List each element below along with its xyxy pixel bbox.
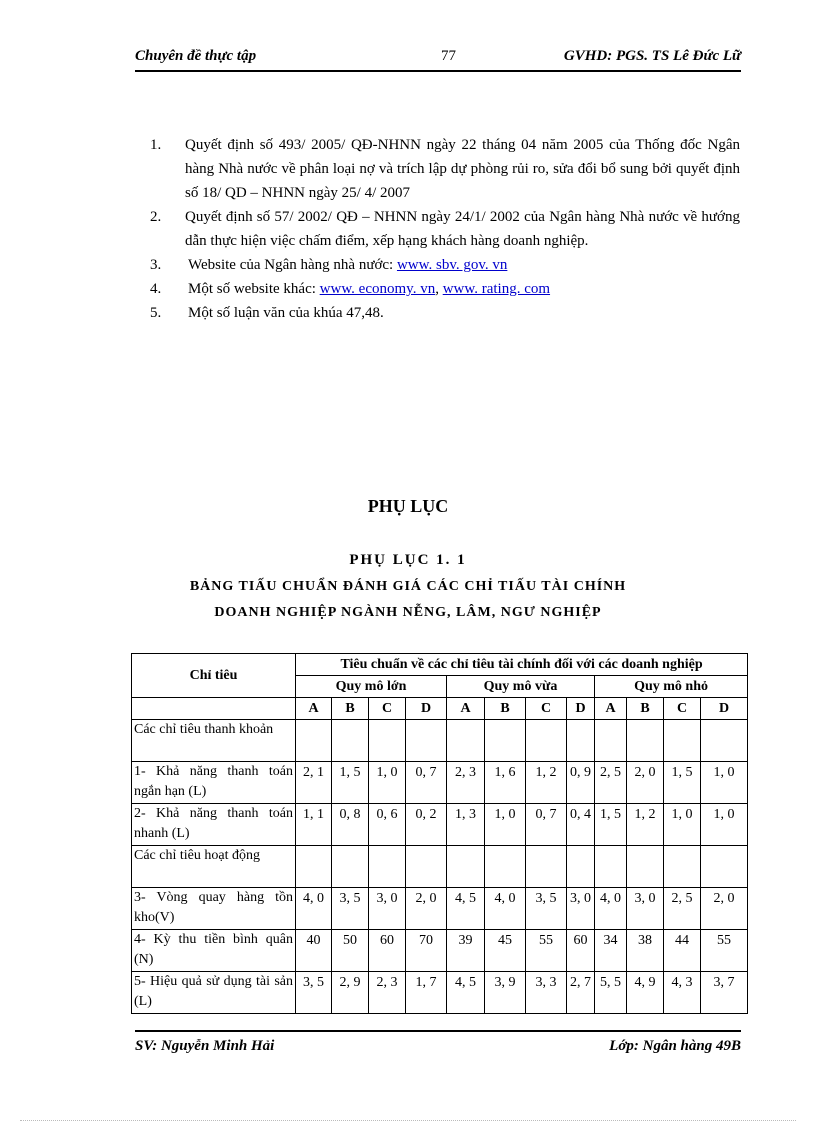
grade-letter-header: B bbox=[332, 698, 369, 720]
criteria-value-cell: 39 bbox=[447, 930, 485, 972]
criteria-value-cell: 1, 3 bbox=[447, 804, 485, 846]
criteria-value-cell bbox=[332, 846, 369, 888]
reference-number: 5. bbox=[150, 305, 162, 321]
scale-medium-header: Quy mô vừa bbox=[447, 676, 595, 698]
scale-small-header: Quy mô nhỏ bbox=[595, 676, 748, 698]
criteria-value-cell: 0, 7 bbox=[526, 804, 567, 846]
criteria-value-cell: 1, 0 bbox=[485, 804, 526, 846]
grade-letter-header: D bbox=[406, 698, 447, 720]
reference-text: Một số website khác: bbox=[188, 281, 320, 297]
footer-student: SV: Nguyễn Minh Hải bbox=[135, 1038, 275, 1054]
criteria-value-cell: 3, 5 bbox=[332, 888, 369, 930]
grade-letter-header: A bbox=[595, 698, 627, 720]
indicator-label: 5- Hiệu quả sử dụng tài sản (L) bbox=[132, 972, 296, 1014]
criteria-value-cell: 2, 9 bbox=[332, 972, 369, 1014]
criteria-value-cell: 1, 0 bbox=[664, 804, 701, 846]
reference-item bbox=[150, 277, 740, 301]
footer-class: Lớp: Ngân hàng 49B bbox=[609, 1038, 741, 1054]
grade-letter-header: D bbox=[567, 698, 595, 720]
rating-link[interactable]: www. rating. com bbox=[442, 281, 551, 297]
criteria-value-cell: 1, 0 bbox=[701, 762, 748, 804]
grade-letter-header: B bbox=[627, 698, 664, 720]
link-separator: , bbox=[435, 281, 443, 297]
criteria-value-cell bbox=[485, 846, 526, 888]
criteria-value-cell: 4, 0 bbox=[296, 888, 332, 930]
indicator-label: 3- Vòng quay hàng tồn kho(V) bbox=[132, 888, 296, 930]
sbv-link[interactable]: www. sbv. gov. vn bbox=[396, 257, 508, 273]
appendix-title: PHỤ LỤC bbox=[367, 496, 449, 516]
criteria-value-cell bbox=[369, 846, 406, 888]
reference-item bbox=[150, 253, 740, 277]
indicator-label: Các chỉ tiêu hoạt động bbox=[132, 846, 296, 888]
criteria-value-cell: 2, 1 bbox=[296, 762, 332, 804]
criteria-value-cell: 5, 5 bbox=[595, 972, 627, 1014]
indicator-label: 4- Kỳ thu tiền bình quân (N) bbox=[132, 930, 296, 972]
criteria-value-cell: 3, 0 bbox=[369, 888, 406, 930]
criteria-value-cell: 2, 0 bbox=[701, 888, 748, 930]
criteria-value-cell: 70 bbox=[406, 930, 447, 972]
criteria-value-cell: 0, 9 bbox=[567, 762, 595, 804]
criteria-value-cell: 38 bbox=[627, 930, 664, 972]
criteria-value-cell: 0, 2 bbox=[406, 804, 447, 846]
criteria-value-cell: 40 bbox=[296, 930, 332, 972]
grade-letter-header: C bbox=[369, 698, 406, 720]
criteria-value-cell: 2, 3 bbox=[447, 762, 485, 804]
criteria-value-cell: 4, 0 bbox=[485, 888, 526, 930]
criteria-value-cell: 0, 6 bbox=[369, 804, 406, 846]
criteria-value-cell bbox=[406, 720, 447, 762]
criteria-value-cell: 1, 2 bbox=[627, 804, 664, 846]
criteria-value-cell bbox=[627, 720, 664, 762]
criteria-value-cell: 2, 5 bbox=[664, 888, 701, 930]
table-row bbox=[132, 762, 748, 804]
criteria-value-cell bbox=[406, 846, 447, 888]
criteria-value-cell bbox=[485, 720, 526, 762]
criteria-value-cell: 4, 3 bbox=[664, 972, 701, 1014]
criteria-value-cell: 4, 5 bbox=[447, 888, 485, 930]
criteria-value-cell bbox=[526, 846, 567, 888]
indicator-label: 2- Khả năng thanh toán nhanh (L) bbox=[132, 804, 296, 846]
criteria-value-cell: 1, 6 bbox=[485, 762, 526, 804]
criteria-value-cell bbox=[567, 720, 595, 762]
table-row bbox=[132, 888, 748, 930]
table-row bbox=[132, 804, 748, 846]
criteria-group-header: Tiêu chuẩn về các chỉ tiêu tài chính đối với các doanh nghiệp bbox=[296, 654, 748, 676]
criteria-value-cell: 60 bbox=[567, 930, 595, 972]
table-row bbox=[132, 930, 748, 972]
indicator-header: Chỉ tiêu bbox=[132, 654, 296, 698]
criteria-value-cell: 0, 7 bbox=[406, 762, 447, 804]
page-footer bbox=[135, 1030, 741, 1062]
reference-text: Website của Ngân hàng nhà nước: bbox=[188, 257, 397, 273]
grade-letter-header: A bbox=[447, 698, 485, 720]
criteria-value-cell: 1, 5 bbox=[664, 762, 701, 804]
appendix-subtitle: PHỤ LỤC 1. 1 bbox=[349, 552, 467, 568]
table-row bbox=[132, 720, 748, 762]
criteria-value-cell: 2, 3 bbox=[369, 972, 406, 1014]
page-bottom-rule bbox=[20, 1120, 796, 1121]
criteria-value-cell bbox=[296, 720, 332, 762]
reference-number: 2. bbox=[150, 209, 162, 225]
table-title-line-2: DOANH NGHIỆP NGÀNH NỄNG, LÂM, NGƯ NGHIỆP bbox=[214, 605, 602, 620]
criteria-value-cell bbox=[664, 720, 701, 762]
reference-text: Một số luận văn của khúa 47,48. bbox=[188, 305, 384, 321]
header-right: GVHD: PGS. TS Lê Đức Lữ bbox=[563, 48, 741, 64]
criteria-table bbox=[131, 653, 748, 1014]
criteria-value-cell: 1, 5 bbox=[332, 762, 369, 804]
criteria-value-cell: 1, 7 bbox=[406, 972, 447, 1014]
economy-link[interactable]: www. economy. vn bbox=[319, 281, 436, 297]
table-row bbox=[132, 972, 748, 1014]
grade-letter-header: B bbox=[485, 698, 526, 720]
reference-number: 4. bbox=[150, 281, 162, 297]
reference-number: 3. bbox=[150, 257, 162, 273]
reference-item bbox=[150, 301, 740, 325]
criteria-value-cell: 3, 9 bbox=[485, 972, 526, 1014]
criteria-value-cell: 34 bbox=[595, 930, 627, 972]
criteria-value-cell: 3, 7 bbox=[701, 972, 748, 1014]
criteria-value-cell: 3, 0 bbox=[567, 888, 595, 930]
page-header bbox=[135, 46, 741, 72]
criteria-value-cell: 1, 5 bbox=[595, 804, 627, 846]
scale-large-header: Quy mô lớn bbox=[296, 676, 447, 698]
criteria-value-cell bbox=[595, 720, 627, 762]
criteria-value-cell: 44 bbox=[664, 930, 701, 972]
criteria-value-cell bbox=[595, 846, 627, 888]
criteria-value-cell: 60 bbox=[369, 930, 406, 972]
criteria-value-cell: 3, 0 bbox=[627, 888, 664, 930]
criteria-value-cell bbox=[447, 720, 485, 762]
criteria-value-cell bbox=[296, 846, 332, 888]
criteria-value-cell: 3, 5 bbox=[526, 888, 567, 930]
criteria-value-cell: 2, 5 bbox=[595, 762, 627, 804]
indicator-label: Các chỉ tiêu thanh khoản bbox=[132, 720, 296, 762]
grade-letter-header: C bbox=[664, 698, 701, 720]
grade-letter-header: D bbox=[701, 698, 748, 720]
criteria-value-cell: 2, 0 bbox=[406, 888, 447, 930]
criteria-value-cell: 1, 0 bbox=[701, 804, 748, 846]
criteria-value-cell bbox=[526, 720, 567, 762]
criteria-value-cell bbox=[627, 846, 664, 888]
criteria-value-cell: 4, 9 bbox=[627, 972, 664, 1014]
criteria-value-cell: 2, 7 bbox=[567, 972, 595, 1014]
criteria-value-cell bbox=[664, 846, 701, 888]
indicator-label: 1- Khả năng thanh toán ngắn hạn (L) bbox=[132, 762, 296, 804]
criteria-value-cell: 45 bbox=[485, 930, 526, 972]
empty-header-cell bbox=[132, 698, 296, 720]
reference-list bbox=[150, 133, 740, 325]
criteria-value-cell: 0, 4 bbox=[567, 804, 595, 846]
criteria-value-cell: 3, 3 bbox=[526, 972, 567, 1014]
reference-number: 1. bbox=[150, 137, 162, 153]
criteria-value-cell: 4, 0 bbox=[595, 888, 627, 930]
criteria-value-cell: 1, 1 bbox=[296, 804, 332, 846]
table-title-line-1: BẢNG TIẤU CHUẨN ĐÁNH GIÁ CÁC CHỈ TIẤU TÀI CHÍNH bbox=[189, 579, 627, 594]
page-number: 77 bbox=[441, 48, 456, 64]
criteria-value-cell bbox=[369, 720, 406, 762]
criteria-value-cell: 4, 5 bbox=[447, 972, 485, 1014]
criteria-value-cell bbox=[701, 846, 748, 888]
criteria-value-cell bbox=[567, 846, 595, 888]
criteria-value-cell: 50 bbox=[332, 930, 369, 972]
reference-item bbox=[150, 205, 740, 253]
criteria-value-cell: 1, 2 bbox=[526, 762, 567, 804]
criteria-value-cell bbox=[332, 720, 369, 762]
table-row bbox=[132, 846, 748, 888]
criteria-value-cell: 3, 5 bbox=[296, 972, 332, 1014]
reference-item bbox=[150, 133, 740, 205]
criteria-value-cell: 55 bbox=[526, 930, 567, 972]
criteria-value-cell: 55 bbox=[701, 930, 748, 972]
criteria-value-cell bbox=[701, 720, 748, 762]
reference-text: Quyết định số 493/ 2005/ QĐ-NHNN ngày 22 tháng 04 năm 2005 của Thống đốc Ngân hàng Nhà nước về phân loại nợ và trích lập dự phòng rủi ro, sửa đổi bổ sung bởi quyết định số 18/ QD – NHNN ngày 25/ 4/ 2007 bbox=[185, 137, 740, 201]
reference-text: Quyết định số 57/ 2002/ QĐ – NHNN ngày 24/1/ 2002 của Ngân hàng Nhà nước về hướng dẫn thực hiện việc chấm điểm, xếp hạng khách hàng doanh nghiệp. bbox=[185, 209, 740, 249]
grade-letter-header: C bbox=[526, 698, 567, 720]
criteria-value-cell: 0, 8 bbox=[332, 804, 369, 846]
grade-letter-header: A bbox=[296, 698, 332, 720]
criteria-value-cell: 1, 0 bbox=[369, 762, 406, 804]
header-left: Chuyên đề thực tập bbox=[135, 48, 257, 64]
criteria-value-cell: 2, 0 bbox=[627, 762, 664, 804]
criteria-value-cell bbox=[447, 846, 485, 888]
